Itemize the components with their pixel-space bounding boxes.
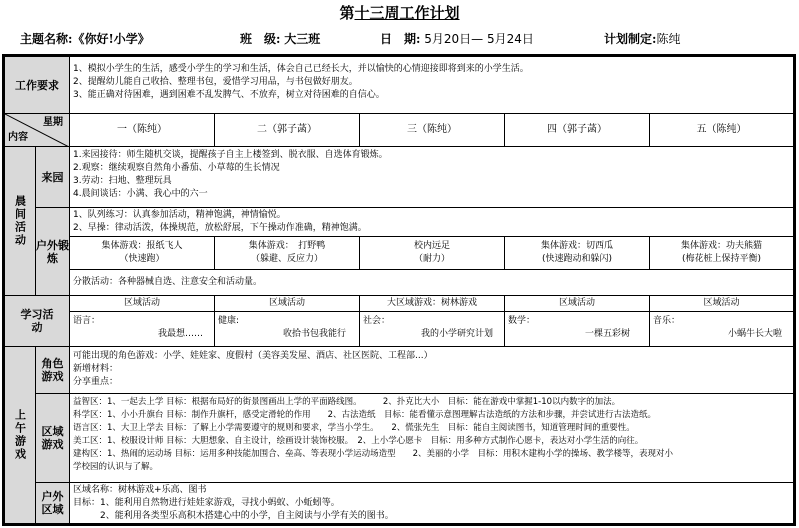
planner-field	[604, 30, 680, 48]
subject-name: 健康:	[218, 316, 240, 326]
game-skill: （快速跑）	[119, 254, 165, 264]
planner-value: 陈纯	[656, 32, 681, 46]
area-game-line: 学校园的认识与了解。	[73, 462, 159, 472]
outdoor-exercise-content	[69, 207, 794, 237]
theme-label: 主题名称:	[20, 32, 73, 46]
game-skill: （躲避、反应力）	[250, 254, 323, 264]
role-play-line: 可能出现的角色游戏：小学、娃娃家、度假村（美容美发屋、酒店、社区医院、工程部...）	[73, 351, 433, 361]
day-header-wed: 三（陈纯）	[359, 113, 505, 147]
game-cell	[214, 236, 360, 270]
day-header-fri: 五（陈纯）	[649, 113, 794, 147]
exercise-line: 2、早操：律动活泼，体操规范，放松舒展，下午操动作准确，精神饱满。	[73, 223, 367, 233]
study-label-text: 学习活动	[20, 308, 54, 334]
subject-cell	[214, 311, 360, 347]
page-title	[0, 2, 799, 23]
arrival-line: 1.来园接待：师生随机交谈，提醒孩子自主上楼签到、脱衣服、自选体育锻炼。	[73, 150, 388, 160]
arrival-line: 4.晨间谈话：小满、我心中的六一	[73, 189, 208, 199]
subject-cell	[359, 311, 505, 347]
week-number: 十三	[354, 4, 385, 22]
study-area-tue: 区域活动	[214, 295, 360, 312]
scatter-activity	[69, 269, 794, 296]
area-game-line: 美工区：1、校服设计师 目标：大胆想象、自主设计，绘画设计装饰校服。 2、上小学心愿卡 目标：用多种方式制作心愿卡，表达对小学生活的向往。	[73, 436, 644, 446]
subject-cell	[649, 311, 794, 347]
role-play-label	[35, 346, 70, 394]
weekday-header-label: 星期	[43, 117, 63, 128]
date-label: 日 期:	[380, 32, 421, 46]
requirements-content	[69, 56, 794, 114]
game-cell	[504, 236, 650, 270]
subject-name: 音乐：	[653, 316, 681, 326]
requirement-line: 2、提醒幼儿能自己收拾、整理书包，爱惜学习用品，与书包做好朋友。	[73, 77, 358, 87]
outdoor-exercise-label: 户外锻炼	[35, 207, 70, 296]
subject-name: 社会：	[363, 316, 391, 326]
subject-topic: 我的小学研究计划	[420, 329, 493, 339]
game-name: 校内远足	[413, 241, 450, 251]
subject-topic: 小蜗牛长大啦	[727, 329, 782, 339]
role-play-line: 新增材料：	[73, 364, 119, 374]
exercise-line: 1、队列练习：认真参加活动，精神饱满，神情愉悦。	[73, 210, 286, 220]
subject-name: 语言：	[73, 316, 101, 326]
morning-games-label: 上午游戏	[4, 346, 36, 524]
role-play-line: 分享重点：	[73, 377, 119, 387]
morning-activities-label: 晨间活动	[4, 146, 36, 296]
class-field	[240, 30, 320, 48]
study-activities-label	[4, 295, 70, 347]
game-name: 集体游戏： 打野鸭	[248, 241, 326, 251]
title-suffix: 周工作计划	[384, 4, 460, 22]
game-name: 集体游戏：切西瓜	[540, 241, 613, 251]
arrival-content	[69, 146, 794, 208]
study-area-mon: 区域活动	[69, 295, 215, 312]
outdoor-area-line: 区域名称：树林游戏+乐高、图书	[73, 485, 207, 495]
requirements-label: 工作要求	[4, 56, 70, 114]
scatter-line: 分散活动：各种器械自选、注意安全和活动量。	[73, 277, 263, 287]
day-header-tue: 二（郭子菡）	[214, 113, 360, 147]
game-cell	[69, 236, 215, 270]
subject-topic: 收拾书包我能行	[282, 329, 346, 339]
requirement-line: 3、能正确对待困难，遇到困难不乱发脾气、不放弃，树立对待困难的自信心。	[73, 90, 385, 100]
subject-topic: 一棵五彩树	[584, 329, 630, 339]
corner-header	[4, 113, 70, 147]
game-cell	[649, 236, 794, 270]
theme-field	[20, 30, 150, 48]
date-value: 5月20日— 5月24日	[424, 32, 534, 46]
role-play-content	[69, 346, 794, 394]
game-name: 集体游戏：功夫熊猫	[680, 241, 762, 251]
title-prefix: 第	[339, 4, 355, 22]
area-games-content	[69, 393, 794, 483]
requirement-line: 1、模拟小学生的生活，感受小学生的学习和生活，体会自己已经长大，并以愉快的心情迎接即将到来的小学生活。	[73, 64, 529, 74]
content-header-label: 内容	[8, 132, 28, 143]
planner-label: 计划制定:	[604, 32, 657, 46]
subject-name: 数学：	[508, 316, 536, 326]
class-label: 班 级:	[240, 32, 281, 46]
arrival-line: 3.劳动：扫地、整理玩具	[73, 176, 172, 186]
game-cell	[359, 236, 505, 270]
study-area-fri: 区域活动	[649, 295, 794, 312]
theme-value: 《你好!小学》	[72, 32, 150, 46]
outdoor-area-line: 2、能利用各类型乐高积木搭建心中的小学，自主阅读与小学有关的图书。	[73, 511, 394, 521]
outdoor-area-label	[35, 482, 70, 524]
game-skill: (快速跑动和躲闪)	[541, 254, 613, 264]
game-skill: （耐力）	[413, 254, 450, 264]
game-skill: (梅花桩上保持平衡)	[681, 254, 762, 264]
day-header-mon: 一（陈纯）	[69, 113, 215, 147]
game-name: 集体游戏：报纸飞人	[101, 241, 183, 251]
outdoor-area-content	[69, 482, 794, 524]
study-area-thu: 区域活动	[504, 295, 650, 312]
area-game-line: 科学区：1、小小升旗台 目标：制作升旗杆，感受定滑轮的作用 2、古法造纸 目标：能看懂示意图理解古法造纸的方法和步骤，并尝试进行古法造纸。	[73, 410, 657, 420]
day-header-thu: 四（郭子菡）	[504, 113, 650, 147]
subject-cell	[504, 311, 650, 347]
area-game-line: 语言区：1、大卫上学去 目标：了解上小学需要遵守的规则和要求，学当小学生。 2、慌张先生 目标：能自主阅读图书，知道管理时间的重要性。	[73, 423, 635, 433]
area-game-line: 益智区：1、一起去上学 目标：根据布局好的街景图画出上学的平面路线图。 2、扑克比大小 目标：能在游戏中掌握1-10以内数字的加法。	[73, 397, 621, 407]
subject-cell	[69, 311, 215, 347]
class-value: 大三班	[284, 32, 321, 46]
area-games-label-text: 区域游戏	[41, 425, 64, 451]
role-play-label-text: 角色游戏	[41, 357, 64, 383]
area-games-label	[35, 393, 70, 483]
area-game-line: 建构区：1、热闹的运动场 目标：运用多种技能加围合、垒高、等表现小学运动场造型 2、美丽的小学 目标：用积木建构小学的操场、教学楼等，表现对小	[73, 449, 674, 459]
date-field	[380, 30, 534, 48]
outdoor-area-label-text: 户外区域	[41, 490, 64, 516]
study-area-wed: 大区域游戏：树林游戏	[359, 295, 505, 312]
arrival-line: 2.观察：继续观察自然角小番茄、小草莓的生长情况	[73, 163, 280, 173]
outdoor-area-line: 目标：1、能利用自然物进行娃娃家游戏，寻找小蚂蚁、小蚯蚓等。	[73, 498, 340, 508]
subject-topic: 我最想……	[157, 329, 203, 339]
arrival-label: 来园	[35, 146, 70, 208]
